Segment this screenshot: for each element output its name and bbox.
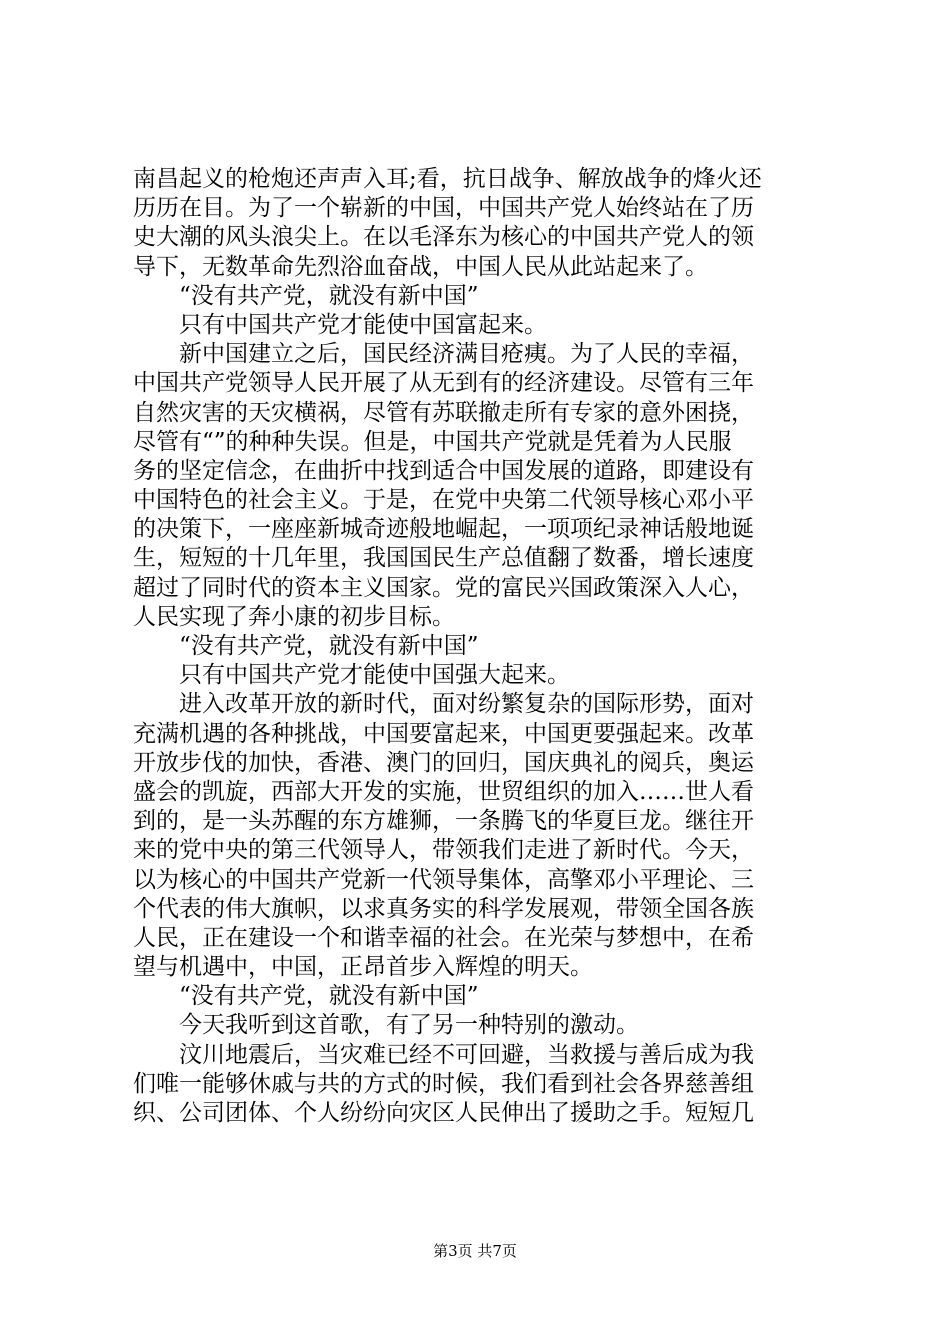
text-line: 们唯一能够休戚与共的方式的时候，我们看到社会各界慈善组 [133, 1070, 754, 1097]
text-line: 以为核心的中国共产党新一代领导集体，高擎邓小平理论、三 [133, 866, 754, 893]
text-line: “没有共产党，就没有新中国” [179, 983, 479, 1010]
document-body [133, 165, 823, 1128]
text-line: 生，短短的十几年里，我国国民生产总值翻了数番，增长速度 [133, 545, 754, 572]
text-line: 盛会的凯旋，西部大开发的实施，世贸组织的加入……世人看 [133, 778, 754, 805]
text-line: 织、公司团体、个人纷纷向灾区人民伸出了援助之手。短短几 [133, 1100, 754, 1126]
text-line: 人民，正在建设一个和谐幸福的社会。在光荣与梦想中，在希 [133, 924, 754, 951]
text-line: 超过了同时代的资本主义国家。党的富民兴国政策深入人心， [133, 574, 754, 601]
text-line: 新中国建立之后，国民经济满目疮痍。为了人民的幸福， [179, 341, 754, 368]
text-line: 汶川地震后，当灾难已经不可回避，当救援与善后成为我 [179, 1041, 754, 1068]
text-line: 人民实现了奔小康的初步目标。 [133, 603, 455, 630]
text-line: 的决策下，一座座新城奇迹般地崛起，一项项纪录神话般地诞 [133, 516, 754, 543]
text-line: 中国特色的社会主义。于是，在党中央第二代领导核心邓小平 [133, 487, 754, 514]
page-footer: 第3页 共7页 [433, 1242, 517, 1260]
text-line: 历历在目。为了一个崭新的中国，中国共产党人始终站在了历 [133, 195, 754, 222]
text-line: 务的坚定信念，在曲折中找到适合中国发展的道路，即建设有 [133, 457, 754, 484]
text-line: 今天我听到这首歌，有了另一种特别的激动。 [179, 1012, 639, 1039]
text-line: 开放步伐的加快，香港、澳门的回归，国庆典礼的阅兵，奥运 [133, 749, 754, 776]
text-line: 进入改革开放的新时代，面对纷繁复杂的国际形势，面对 [179, 691, 754, 718]
text-line: “没有共产党，就没有新中国” [179, 633, 479, 659]
text-line: 来的党中央的第三代领导人，带领我们走进了新时代。今天， [133, 837, 754, 864]
text-line: 个代表的伟大旗帜，以求真务实的科学发展观，带领全国各族 [133, 895, 754, 922]
text-line: 充满机遇的各种挑战，中国要富起来，中国更要强起来。改革 [133, 720, 754, 747]
text-line: 到的，是一头苏醒的东方雄狮，一条腾飞的华夏巨龙。继往开 [133, 808, 754, 835]
text-line: 自然灾害的天灾横祸，尽管有苏联撤走所有专家的意外困挠， [133, 399, 754, 426]
text-line: 中国共产党领导人民开展了从无到有的经济建设。尽管有三年 [133, 370, 754, 397]
text-line: 只有中国共产党才能使中国富起来。 [179, 311, 547, 338]
text-line: 史大潮的风头浪尖上。在以毛泽东为核心的中国共产党人的领 [133, 224, 754, 251]
text-line: 望与机遇中，中国，正昂首步入辉煌的明天。 [133, 954, 593, 981]
text-line: 南昌起义的枪炮还声声入耳;看，抗日战争、解放战争的烽火还 [133, 166, 762, 192]
text-line: 尽管有“”的种种失误。但是，中国共产党就是凭着为人民服 [133, 428, 732, 455]
text-line: “没有共产党，就没有新中国” [179, 282, 479, 309]
text-line: 只有中国共产党才能使中国强大起来。 [179, 662, 570, 689]
text-line: 导下，无数革命先烈浴血奋战，中国人民从此站起来了。 [133, 253, 708, 280]
